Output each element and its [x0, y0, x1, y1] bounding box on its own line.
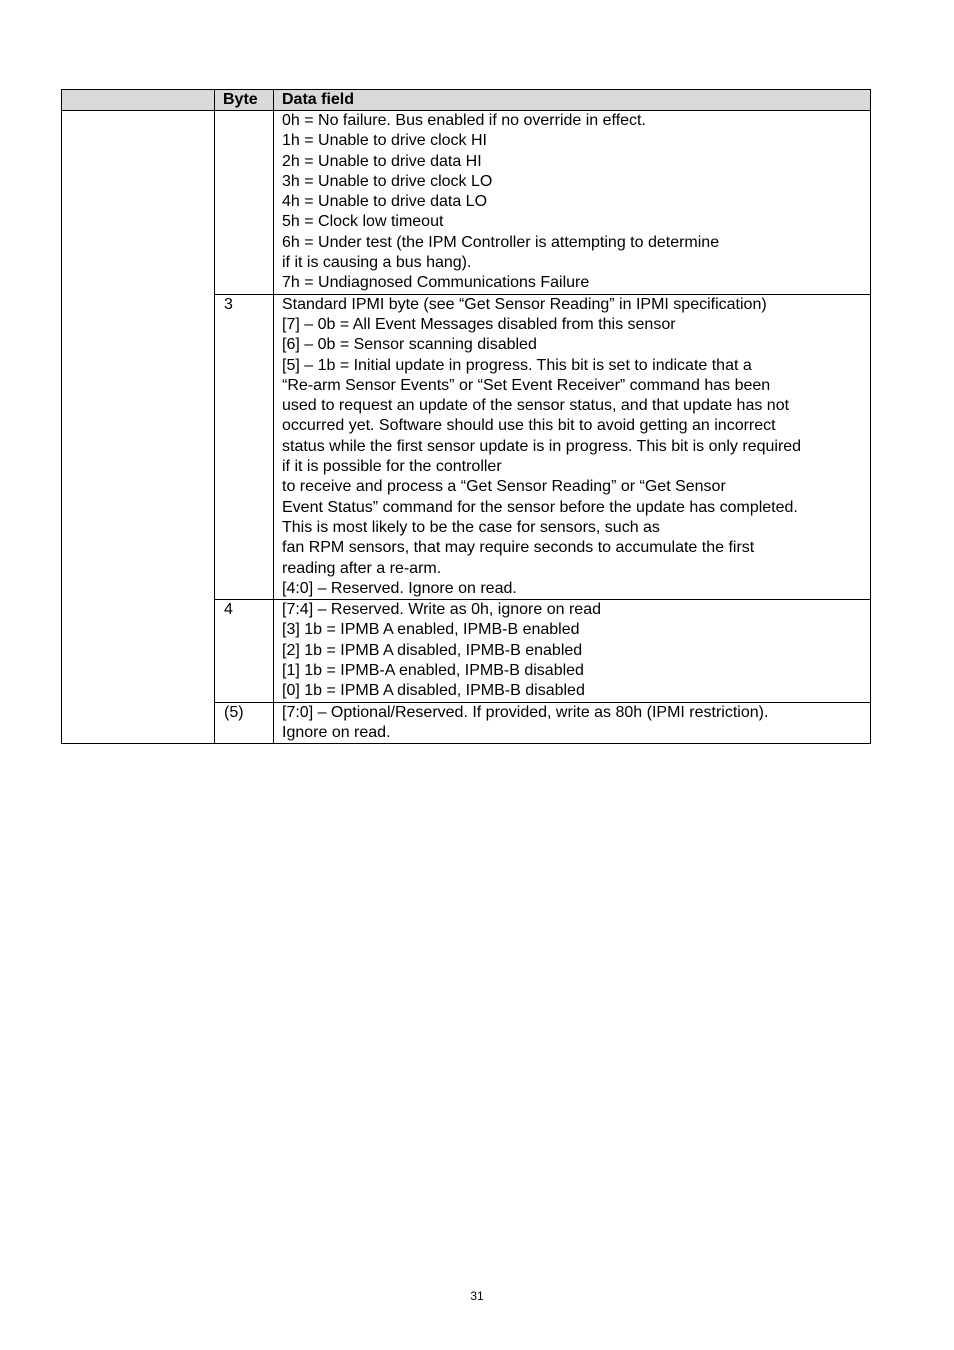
data-field-line: if it is causing a bus hang).	[282, 254, 472, 272]
data-field-cell	[274, 600, 871, 702]
data-field-line: 7h = Undiagnosed Communications Failure	[282, 274, 590, 292]
data-field-line: [4:0] – Reserved. Ignore on read.	[282, 579, 517, 597]
table-header-row	[62, 90, 871, 111]
data-field-line: used to request an update of the sensor status, and that update has not	[282, 397, 790, 415]
field-name-cell	[62, 111, 215, 744]
data-field-line: 2h = Unable to drive data HI	[282, 152, 482, 170]
data-field-cell	[274, 702, 871, 744]
data-field-line: [7:0] – Optional/Reserved. If provided, write as 80h (IPMI restriction).	[282, 703, 769, 721]
data-field-line: if it is possible for the controller	[282, 458, 502, 476]
byte-cell	[215, 111, 274, 295]
data-field-line: to receive and process a “Get Sensor Reading” or “Get Sensor	[282, 478, 726, 496]
data-field-line: reading after a re-arm.	[282, 559, 442, 577]
data-field-line: status while the first sensor update is in progress. This bit is only required	[282, 437, 802, 455]
data-field-line: [5] – 1b = Initial update in progress. This bit is set to indicate that a	[282, 356, 752, 374]
data-field-line: “Re-arm Sensor Events” or “Set Event Receiver” command has been	[282, 376, 771, 394]
data-field-line: 6h = Under test (the IPM Controller is attempting to determine	[282, 233, 720, 251]
data-field-line: [0] 1b = IPMB A disabled, IPMB-B disabled	[282, 682, 585, 700]
data-field-line: [7] – 0b = All Event Messages disabled from this sensor	[282, 315, 676, 333]
header-data-field: Data field	[274, 90, 871, 111]
data-field-line: 5h = Clock low timeout	[282, 213, 444, 231]
spec-table	[61, 89, 871, 744]
data-field-line: [2] 1b = IPMB A disabled, IPMB-B enabled	[282, 641, 583, 659]
data-field-line: fan RPM sensors, that may require seconds to accumulate the first	[282, 539, 755, 557]
data-field-line: Ignore on read.	[282, 723, 391, 741]
data-field-line: Standard IPMI byte (see “Get Sensor Reading” in IPMI specification)	[282, 295, 767, 313]
data-field-line: 3h = Unable to drive clock LO	[282, 172, 493, 190]
data-field-line: 1h = Unable to drive clock HI	[282, 132, 487, 150]
header-byte: Byte	[215, 90, 274, 111]
data-field-line: occurred yet. Software should use this bit to avoid getting an incorrect	[282, 417, 776, 435]
data-field-line: [7:4] – Reserved. Write as 0h, ignore on read	[282, 601, 601, 619]
data-field-cell	[274, 294, 871, 599]
byte-cell: 4	[215, 600, 274, 702]
data-field-cell	[274, 111, 871, 295]
header-name-cell	[62, 90, 215, 111]
data-field-line: [3] 1b = IPMB A enabled, IPMB-B enabled	[282, 621, 580, 639]
data-field-line: 4h = Unable to drive data LO	[282, 193, 488, 211]
data-field-line: 0h = No failure. Bus enabled if no override in effect.	[282, 112, 646, 129]
page-number: 31	[470, 1289, 484, 1303]
table-row	[62, 111, 871, 295]
data-field-line: [1] 1b = IPMB-A enabled, IPMB-B disabled	[282, 662, 584, 680]
byte-cell: 3	[215, 294, 274, 599]
data-field-line: Event Status” command for the sensor before the update has completed.	[282, 498, 798, 516]
data-field-line: [6] – 0b = Sensor scanning disabled	[282, 336, 537, 354]
byte-cell: (5)	[215, 702, 274, 744]
data-field-line: This is most likely to be the case for sensors, such as	[282, 518, 660, 536]
